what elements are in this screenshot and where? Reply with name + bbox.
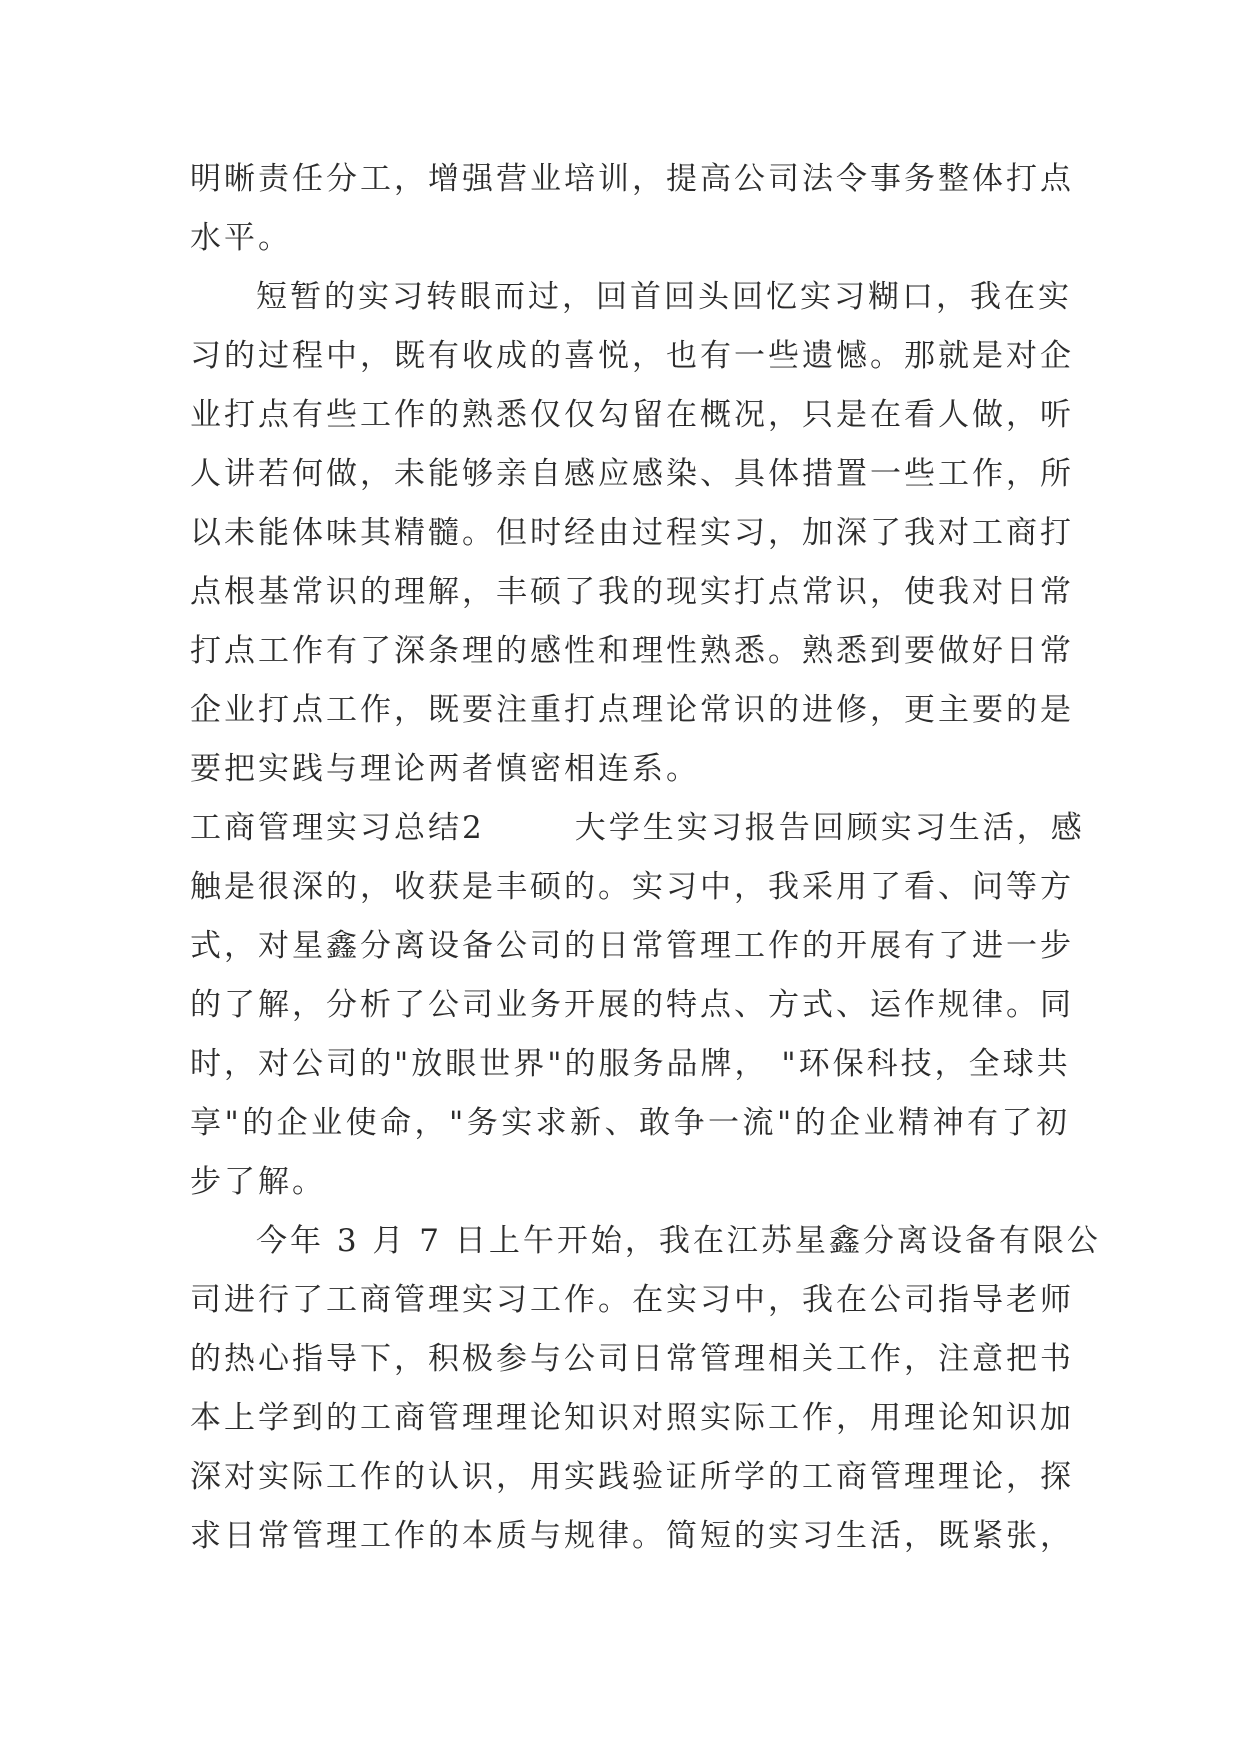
text-line: 的了解，分析了公司业务开展的特点、方式、运作规律。同 [190,987,1074,1023]
text-line: 大学生实习报告回顾实习生活，感 [574,810,1085,846]
text-line: 求日常管理工作的本质与规律。简短的实习生活，既紧张， [190,1518,1074,1554]
text-line: 享"的企业使命，"务实求新、敢争一流"的企业精神有了初 [190,1105,1070,1141]
text-line: 点根基常识的理解，丰硕了我的现实打点常识，使我对日常 [190,574,1074,610]
text-line: 明晰责任分工，增强营业培训，提高公司法令事务整体打点 [190,161,1074,197]
text-line: 水平。 [190,220,292,256]
text-line: 时，对公司的"放眼世界"的服务品牌， "环保科技，全球共 [190,1046,1071,1082]
text-line: 深对实际工作的认识，用实践验证所学的工商管理理论，探 [190,1459,1074,1495]
document-body [190,150,1101,1566]
text-line: 步了解。 [190,1164,326,1200]
text-line: 式，对星鑫分离设备公司的日常管理工作的开展有了进一步 [190,928,1074,964]
text-line: 本上学到的工商管理理论知识对照实际工作，用理论知识加 [190,1400,1074,1436]
text-line: 今年 3 月 7 日上午开始，我在江苏星鑫分离设备有限公 [256,1223,1101,1259]
section-heading-line [190,799,1085,858]
text-line: 短暂的实习转眼而过，回首回头回忆实习糊口，我在实 [256,279,1072,315]
text-line: 业打点有些工作的熟悉仅仅勾留在概况，只是在看人做，听 [190,397,1074,433]
text-line: 司进行了工商管理实习工作。在实习中，我在公司指导老师 [190,1282,1074,1318]
text-line: 打点工作有了深条理的感性和理性熟悉。熟悉到要做好日常 [190,633,1074,669]
section-heading: 工商管理实习总结2 [190,810,485,846]
text-line: 要把实践与理论两者慎密相连系。 [190,751,700,787]
text-line: 人讲若何做，未能够亲自感应感染、具体措置一些工作，所 [190,456,1074,492]
text-line: 习的过程中，既有收成的喜悦，也有一些遗憾。那就是对企 [190,338,1074,374]
text-line: 以未能体味其精髓。但时经由过程实习，加深了我对工商打 [190,515,1074,551]
text-line: 触是很深的，收获是丰硕的。实习中，我采用了看、问等方 [190,869,1074,905]
text-line: 企业打点工作，既要注重打点理论常识的进修，更主要的是 [190,692,1074,728]
text-line: 的热心指导下，积极参与公司日常管理相关工作，注意把书 [190,1341,1074,1377]
